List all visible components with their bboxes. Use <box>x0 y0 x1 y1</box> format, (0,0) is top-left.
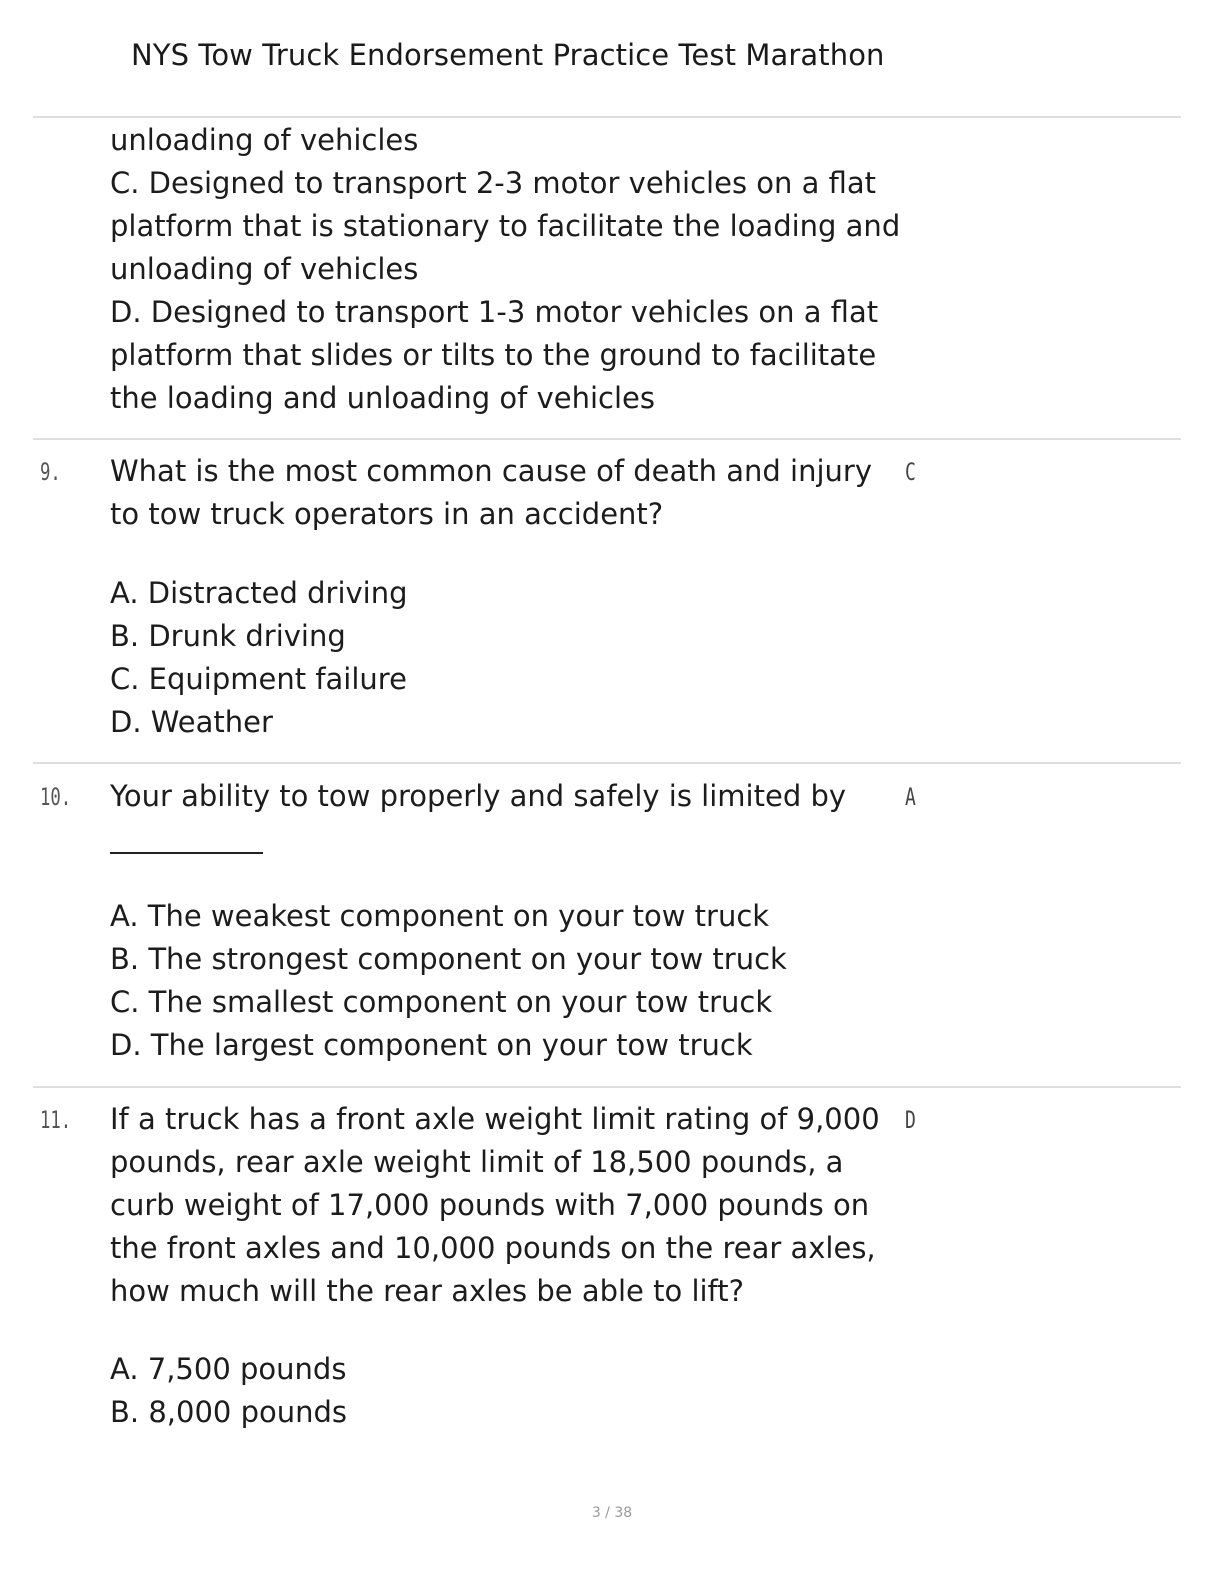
option-line: C. Equipment failure <box>110 662 407 696</box>
question-line: pounds, rear axle weight limit of 18,500 pounds, a <box>110 1145 844 1179</box>
question-line: the front axles and 10,000 pounds on the rear axles, <box>110 1231 876 1265</box>
question-line: how much will the rear axles be able to lift? <box>110 1274 745 1308</box>
answer-key: A <box>905 783 916 811</box>
fill-in-blank <box>110 852 263 854</box>
option-line: C. Designed to transport 2-3 motor vehicles on a flat <box>110 166 877 200</box>
option-line: unloading of vehicles <box>110 252 419 286</box>
answer-options <box>110 1348 900 1434</box>
question-line: to tow truck operators in an accident? <box>110 497 664 531</box>
option-line: B. Drunk driving <box>110 619 346 653</box>
question-number: 11. <box>40 1106 72 1134</box>
question-text <box>110 450 900 536</box>
question-line: If a truck has a front axle weight limit rating of 9,000 <box>110 1102 880 1136</box>
answer-options <box>110 895 900 1067</box>
option-line: unloading of vehicles <box>110 123 419 157</box>
option-line: B. 8,000 pounds <box>110 1395 347 1429</box>
option-line: D. The largest component on your tow truck <box>110 1028 753 1062</box>
page-title: NYS Tow Truck Endorsement Practice Test Marathon <box>131 38 885 72</box>
option-line: D. Weather <box>110 705 273 739</box>
answer-key: D <box>905 1106 916 1134</box>
question-number: 9. <box>40 458 61 486</box>
option-line: platform that slides or tilts to the ground to facilitate <box>110 338 877 372</box>
divider <box>33 438 1181 440</box>
answer-key: C <box>905 458 916 486</box>
option-line: D. Designed to transport 1-3 motor vehicles on a flat <box>110 295 879 329</box>
option-line: A. The weakest component on your tow truck <box>110 899 770 933</box>
question-line: curb weight of 17,000 pounds with 7,000 pounds on <box>110 1188 870 1222</box>
previous-question-options <box>110 119 900 420</box>
divider <box>33 1086 1181 1088</box>
question-line: Your ability to tow properly and safely is limited by <box>110 779 847 813</box>
option-line: the loading and unloading of vehicles <box>110 381 655 415</box>
question-text <box>110 775 900 818</box>
option-line: A. Distracted driving <box>110 576 408 610</box>
question-text <box>110 1098 900 1313</box>
answer-options <box>110 572 900 744</box>
option-line: A. 7,500 pounds <box>110 1352 347 1386</box>
question-number: 10. <box>40 783 72 811</box>
question-line: What is the most common cause of death and injury <box>110 454 872 488</box>
option-line: platform that is stationary to facilitate the loading and <box>110 209 901 243</box>
option-line: C. The smallest component on your tow truck <box>110 985 773 1019</box>
divider <box>33 116 1181 118</box>
option-line: B. The strongest component on your tow truck <box>110 942 787 976</box>
divider <box>33 762 1181 764</box>
page-number: 3 / 38 <box>591 1505 633 1521</box>
